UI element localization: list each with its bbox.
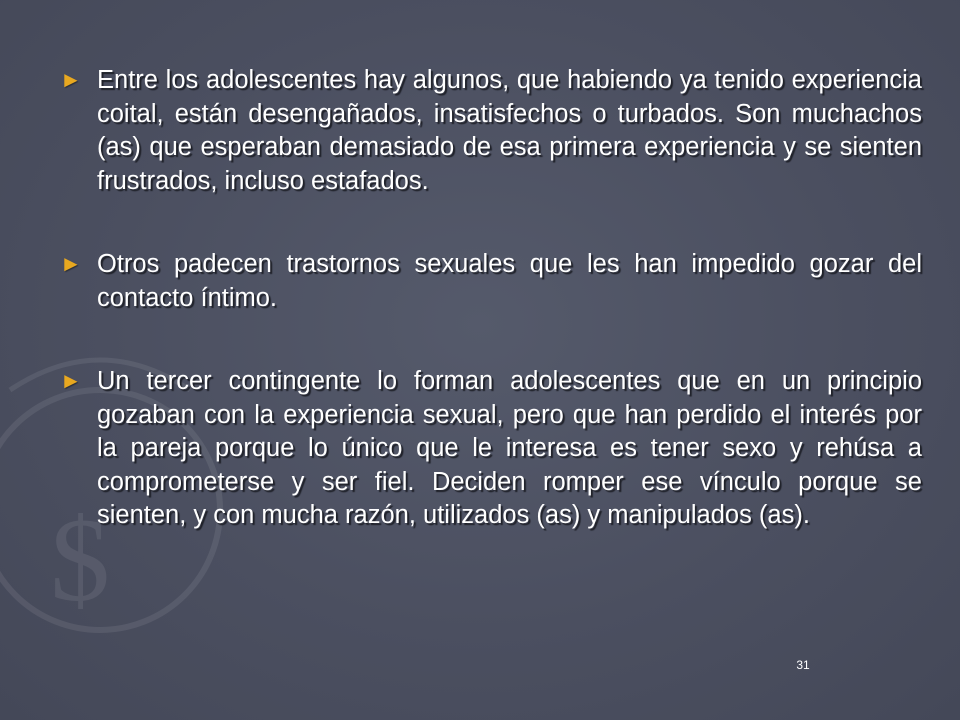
bullet-text-2: Otros padecen trastornos sexuales que les han impedido gozar del contacto íntimo. bbox=[97, 250, 922, 312]
bullet-arrow-icon: ► bbox=[60, 368, 82, 393]
bullet-arrow-icon: ► bbox=[60, 251, 82, 276]
bullet-item-1 bbox=[60, 64, 922, 198]
bullet-arrow-icon: ► bbox=[60, 67, 82, 92]
bullet-item-2 bbox=[60, 248, 922, 315]
bullet-text-3: Un tercer contingente lo forman adolescentes que en un principio gozaban con la experiencia sexual, pero que han perdido el interés por la pareja porque lo único que le interesa es tener sexo y rehúsa a comprometerse y ser fiel. Deciden romper ese vínculo porque se sienten, y con mucha razón, utilizados (as) y manipulados (as). bbox=[97, 367, 922, 529]
page-number: 31 bbox=[796, 658, 810, 672]
bullet-list bbox=[60, 64, 922, 583]
bullet-text-1: Entre los adolescentes hay algunos, que habiendo ya tenido experiencia coital, están desengañados, insatisfechos o turbados. Son muchachos (as) que esperaban demasiado de esa primera experiencia y se sienten frustrados, incluso estafados. bbox=[97, 66, 922, 195]
svg-text:$: $ bbox=[50, 493, 110, 626]
bullet-item-3 bbox=[60, 365, 922, 533]
